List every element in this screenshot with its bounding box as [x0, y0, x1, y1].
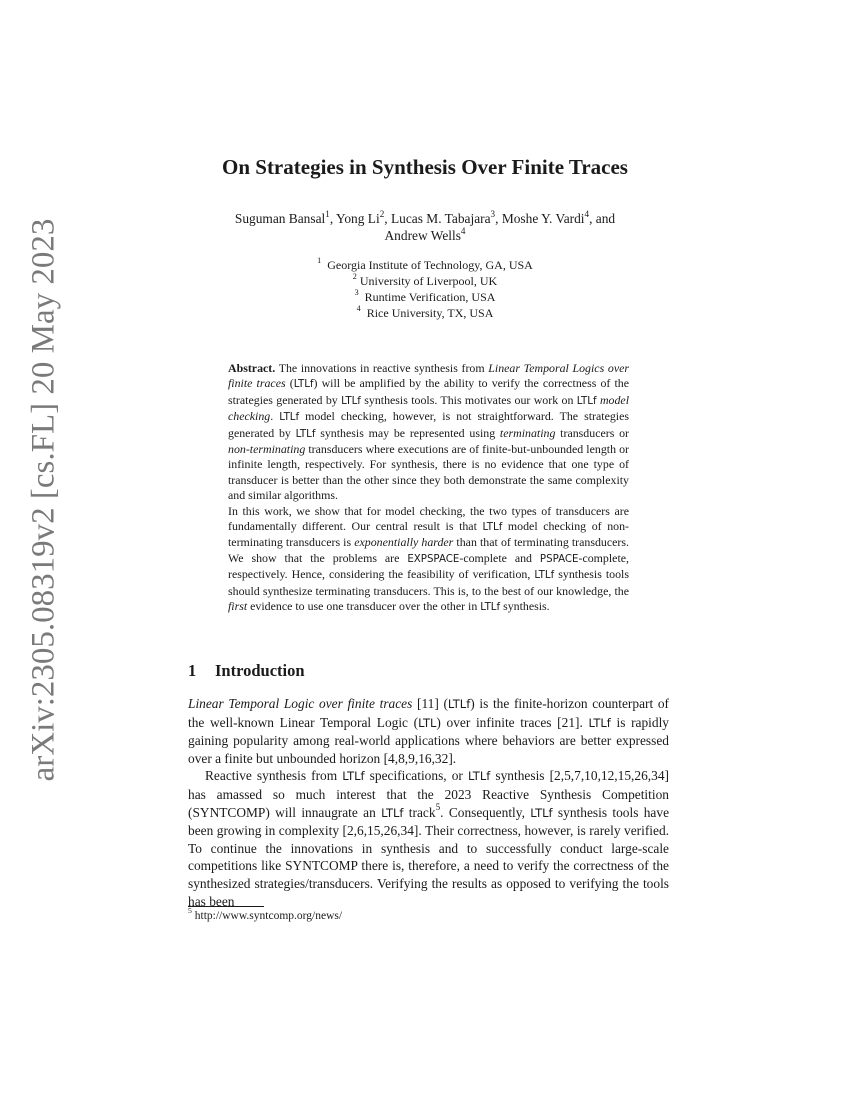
affiliation-mark: 2: [379, 208, 385, 219]
abstract-text: synthesis tools should synthesize terminating transducers. This is, to the best of our knowledge, the: [228, 567, 629, 598]
abstract-text: ) will be amplified by the ability to verify the correctness of the strategies generated by: [228, 376, 629, 407]
intro-paragraph: [188, 767, 669, 910]
footnote-mark: 5: [435, 802, 441, 813]
affiliation-text: Runtime Verification, USA: [364, 290, 496, 304]
ltlf-term: LTLf: [341, 395, 361, 407]
intro-text: is rapidly gaining popularity among real-world applications where behaviors are better expressed over a finite but unbounded horizon [4,8,9,16,32].: [188, 714, 669, 766]
ltlf-term: LTLf: [293, 379, 314, 391]
abstract-emphasis: model checking: [228, 392, 629, 424]
ltlf-term: LTLf: [588, 715, 611, 730]
ltlf-term: LTLf: [534, 570, 555, 582]
intro-text: synthesis [2,5,7,10,12,15,26,34] has amassed so much interest that the 2023 Reactive Synthesis Competition (SYNTCOMP) will innaugrate an: [188, 768, 669, 820]
intro-text: synthesis tools have been growing in complexity [2,6,15,26,34]. Their correctness, however, is rarely verified. To continue the innovations in synthesis and to successfully conduct large-scale competitions like SYNTCOMP there is, therefore, a need to verify the correctness of the synthesized strategies/transducers. Verifying the results as opposed to verifying the tools has been: [188, 804, 670, 909]
complexity-class: EXPSPACE: [407, 553, 460, 565]
author-list: Suguman Bansal$^1$, Yong Li$^2$, Lucas M. Tabajara$^3$, Moshe Y. Vardi$^4$, and Andrew Wells$^4$: [234, 208, 616, 243]
paper-title: On Strategies in Synthesis Over Finite Traces: [222, 155, 628, 179]
section-heading: [188, 661, 668, 681]
abstract-text: synthesis may be represented using: [315, 425, 500, 440]
affiliation-mark: 3: [490, 208, 496, 219]
footnote-rule: [188, 906, 264, 907]
abstract-text: -complete and: [459, 550, 540, 565]
ltlf-term: LTLf: [576, 395, 597, 407]
abstract: [228, 361, 629, 616]
author-name: Suguman Bansal: [234, 211, 326, 226]
abstract-paragraph: [228, 504, 629, 616]
abstract-text: model checking of non-terminating transducers is: [228, 519, 629, 550]
author-name: Moshe Y. Vardi: [501, 211, 585, 226]
footnote-link[interactable]: http://www.syntcomp.org/news/: [194, 910, 343, 922]
affiliation-mark: 1: [325, 208, 330, 219]
affiliation-list: [0, 257, 850, 321]
intro-paragraph: [188, 695, 669, 767]
section-number: 1: [188, 661, 197, 680]
affiliation-mark: 4: [584, 208, 590, 219]
ltlf-term: LTLf: [447, 697, 471, 711]
abstract-text: .: [270, 409, 280, 424]
affiliation-item: [0, 289, 850, 305]
abstract-emphasis: exponentially harder: [354, 535, 454, 550]
author-name: Yong Li: [336, 211, 380, 226]
ltlf-term: LTLf: [295, 428, 316, 440]
abstract-paragraph: [228, 361, 629, 504]
intro-text: specifications, or: [364, 768, 468, 784]
ltlf-term: LTLf: [381, 805, 404, 820]
ltlf-term: LTLf: [279, 412, 300, 424]
complexity-class: PSPACE: [539, 553, 579, 565]
affiliation-mark: 4: [460, 225, 466, 236]
author-name: Lucas M. Tabajara: [390, 211, 491, 226]
author-conjunction: and: [595, 211, 616, 226]
intro-text: ) over infinite traces [21].: [436, 714, 589, 730]
footnote: [188, 906, 668, 922]
intro-text: ) is the finite-horizon counterpart of the well-known Linear Temporal Logic (: [188, 696, 669, 730]
ltlf-term: LTLf: [530, 805, 553, 820]
affiliation-mark: 2: [352, 272, 357, 282]
ltlf-term: LTLf: [482, 522, 503, 534]
abstract-text: (: [285, 376, 294, 391]
ltlf-term: LTLf: [480, 602, 501, 614]
ltlf-term: LTLf: [342, 769, 365, 784]
footnote-mark: 5: [188, 906, 192, 916]
abstract-emphasis: Linear Temporal Logics over finite traces: [228, 361, 630, 391]
abstract-text: synthesis.: [500, 599, 550, 614]
affiliation-item: [0, 257, 850, 273]
abstract-label: Abstract.: [228, 361, 276, 375]
abstract-text: -complete, respectively. Hence, considering the feasibility of verification,: [228, 550, 629, 582]
intro-emphasis: Linear Temporal Logic over finite traces: [188, 696, 413, 711]
affiliation-text: University of Liverpool, UK: [359, 274, 498, 288]
affiliation-item: [0, 273, 850, 289]
arxiv-identifier: arXiv:2305.08319v2 [cs.FL] 20 May 2023: [25, 218, 62, 782]
affiliation-text: Rice University, TX, USA: [366, 306, 494, 320]
abstract-text: evidence to use one transducer over the other in: [247, 599, 481, 614]
abstract-emphasis: first: [228, 599, 248, 614]
affiliation-mark: 3: [354, 288, 359, 298]
intro-text: track: [403, 804, 436, 820]
affiliation-item: [0, 305, 850, 321]
affiliation-mark: 1: [317, 256, 322, 266]
author-name: Andrew Wells: [384, 228, 461, 243]
abstract-text: synthesis tools. This motivates our work on: [360, 392, 577, 407]
section-title: Introduction: [215, 661, 305, 680]
ltl-term: LTL: [418, 715, 437, 730]
abstract-emphasis: non-terminating: [228, 442, 306, 457]
abstract-text: In this work, we show that for model checking, the two types of transducers are fundamentally different. Our central result is that: [228, 503, 629, 534]
affiliation-mark: 4: [356, 304, 361, 314]
abstract-emphasis: terminating: [499, 425, 556, 440]
affiliation-text: Georgia Institute of Technology, GA, USA: [327, 258, 533, 272]
abstract-text: transducers or: [555, 425, 630, 440]
abstract-text: model checking, however, is not straightforward. The strategies generated by: [228, 409, 629, 440]
abstract-text: transducers where executions are of finite-but-unbounded length or infinite length, respectively. For synthesis, there is no evidence that one type of transducer is better than the other since they both demonstrate the same complexity and similar algorithms.: [228, 442, 629, 503]
intro-text: Reactive synthesis from: [205, 768, 343, 784]
ltlf-term: LTLf: [467, 769, 491, 784]
intro-text: . Consequently,: [440, 804, 531, 820]
intro-text: [11] (: [412, 696, 448, 711]
abstract-text: The innovations in reactive synthesis from: [278, 361, 489, 375]
introduction-body: [188, 695, 669, 910]
abstract-text: than that of terminating transducers. We show that the problems are: [228, 535, 629, 565]
